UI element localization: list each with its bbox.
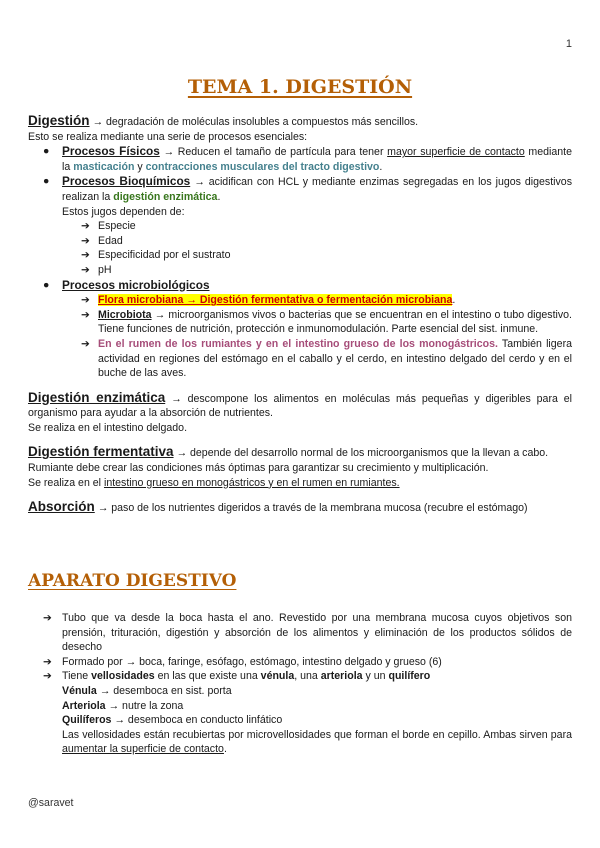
quiliferos-text: → desemboca en conducto linfático <box>111 714 283 727</box>
arrow-icon: ➔ <box>81 234 90 247</box>
jugos-dependen: Estos jugos dependen de: <box>62 205 185 218</box>
arrow-icon: ➔ <box>43 612 52 624</box>
main-content <box>28 114 572 516</box>
venula-line <box>62 684 572 699</box>
vellosidades-line <box>62 728 572 757</box>
enzimatica-text: → descompone los alimentos en moléculas más pequeñas y digeribles para el organismo para ayudar a la absorción de nutrientes. <box>28 392 572 420</box>
rumen-highlight: En el rumen de los rumiantes y en el intestino grueso de los monogástricos. <box>98 337 498 350</box>
list-item <box>43 144 572 174</box>
vellosidades-term: vellosidades <box>91 670 155 683</box>
arrow-icon: ➔ <box>81 220 90 233</box>
process-list <box>28 144 572 381</box>
bioquimicos-heading: Procesos Bioquímicos <box>62 174 191 189</box>
flora-highlight: Flora microbiana → Digestión fermentativa o fermentación microbiana <box>98 294 453 307</box>
fisicos-text: → Reducen el tamaño de partícula para tener <box>159 146 388 159</box>
masticacion-highlight: masticación <box>73 160 135 173</box>
list-item <box>43 611 572 655</box>
jugo-item: pH <box>98 263 112 276</box>
microbiota-text: → microorganismos vivos o bacterias que se encuentran en el intestino o tubo digestivo. Tiene funciones de nutrición, protección e inmunomodulación. Parte esencial del sist. inmune. <box>98 308 572 336</box>
aparato-item-text: Formado por → boca, faringe, esófago, estómago, intestino delgado y grueso (6) <box>62 655 442 668</box>
absorcion-text: → paso de los nutrientes digeridos a través de la membrana mucosa (recubre el estómago) <box>94 502 528 515</box>
fermentativa-line2: Rumiante debe crear las condiciones más óptimas para garantizar su crecimiento y multiplicación. <box>28 462 489 475</box>
aparato-item-text: Tubo que va desde la boca hasta el ano. Revestido por una membrana mucosa cuyos objetivos son prensión, trituración, digestión y absorción de los alimentos y eliminación de los productos sólidos de desecho <box>62 612 572 654</box>
jugo-item: Especificidad por el sustrato <box>98 249 231 262</box>
flora-end: . <box>452 294 456 307</box>
enzimatica-highlight: digestión enzimática <box>113 190 218 203</box>
list-item <box>81 337 572 381</box>
list-item <box>81 234 572 249</box>
venula-heading: Vénula <box>62 684 97 697</box>
fisicos-text-4: . <box>379 160 383 173</box>
arrow-icon: ➔ <box>81 294 90 307</box>
digestion-def-text: → degradación de moléculas insolubles a compuestos más sencillos. <box>89 116 419 128</box>
digestion-definition <box>28 114 572 130</box>
quiliferos-heading: Quilíferos <box>62 714 112 727</box>
absorcion-section <box>28 500 572 516</box>
list-item <box>81 308 572 337</box>
list-item <box>43 655 572 670</box>
venula-text: → desemboca en sist. porta <box>96 684 232 697</box>
contracciones-highlight: contracciones musculares del tracto digestivo <box>145 160 380 173</box>
vellosidades-underlined: aumentar la superficie de contacto <box>62 743 224 756</box>
bioquimicos-text: → acidifican con HCL y mediante enzimas segregadas en los jugos digestivos realizan la <box>62 176 572 203</box>
arrow-icon: ➔ <box>81 337 90 350</box>
arteriola-line <box>62 699 572 714</box>
footer-author: @saravet <box>28 797 74 809</box>
quilifero-term: quilífero <box>388 670 431 683</box>
vellosidades-end: . <box>223 743 227 756</box>
bullet-icon: ● <box>43 145 50 158</box>
fermentativa-heading: Digestión fermentativa <box>28 444 174 460</box>
list-item <box>43 669 572 757</box>
fisicos-text-3: y <box>134 160 146 173</box>
aparato-content <box>28 611 572 757</box>
fisicos-text-2: mediante la <box>62 146 572 173</box>
list-item <box>43 277 572 381</box>
aparato-item-text: en las que existe una <box>154 670 261 683</box>
arrow-icon: ➔ <box>81 263 90 276</box>
fisicos-underlined: mayor superficie de contacto <box>387 146 525 159</box>
aparato-item-text: Tiene <box>62 670 92 683</box>
absorcion-heading: Absorción <box>28 499 95 515</box>
arrow-icon: ➔ <box>81 249 90 262</box>
list-item <box>81 293 572 308</box>
fermentativa-where-underlined: intestino grueso en monogástricos y en el rumen en rumiantes. <box>103 476 400 489</box>
list-item <box>81 263 572 278</box>
arteriola-heading: Arteriola <box>62 699 106 712</box>
enzimatica-where: Se realiza en el intestino delgado. <box>28 421 188 434</box>
page-number: 1 <box>565 38 572 50</box>
enzimatica-section <box>28 391 572 421</box>
fermentativa-text: → depende del desarrollo normal de los microorganismos que la llevan a cabo. <box>173 447 549 460</box>
aparato-list <box>28 611 572 757</box>
arrow-icon: ➔ <box>81 308 90 321</box>
arteriola-term: arteriola <box>320 670 363 683</box>
rumen-text: También ligera actividad en regiones del estómago en el caballo y el cerdo, en intestino delgado del cerdo y en el buche de las aves. <box>98 337 572 380</box>
micro-list <box>62 293 572 381</box>
venula-term: vénula <box>260 670 295 683</box>
digestion-heading: Digestión <box>28 113 90 128</box>
list-item <box>81 219 572 234</box>
fisicos-heading: Procesos Físicos <box>62 144 160 159</box>
bullet-icon: ● <box>43 175 50 188</box>
jugo-item: Especie <box>98 220 136 233</box>
arrow-icon: ➔ <box>43 670 52 683</box>
section-title-aparato: APARATO DIGESTIVO <box>28 571 237 591</box>
list-item <box>81 248 572 263</box>
arrow-icon: ➔ <box>43 655 52 668</box>
separator-text: y un <box>362 670 389 683</box>
fermentativa-where <box>28 476 572 491</box>
jugos-list <box>62 219 572 277</box>
fermentativa-section <box>28 445 572 461</box>
bioquimicos-text-2: . <box>217 190 221 203</box>
digestion-intro: Esto se realiza mediante una serie de procesos esenciales: <box>28 130 308 143</box>
arteriola-text: → nutre la zona <box>105 699 184 712</box>
enzimatica-heading: Digestión enzimática <box>28 389 166 405</box>
bullet-icon: ● <box>43 278 50 291</box>
micro-heading: Procesos microbiológicos <box>62 277 210 292</box>
microbiota-heading: Microbiota <box>98 308 152 321</box>
page-title: TEMA 1. DIGESTIÓN <box>187 76 413 98</box>
fermentativa-where-pre: Se realiza en el <box>28 476 104 489</box>
separator-text: , una <box>294 670 321 683</box>
quiliferos-line <box>62 713 572 728</box>
jugo-item: Edad <box>98 234 123 247</box>
list-item <box>43 174 572 277</box>
vellosidades-text: Las vellosidades están recubiertas por microvellosidades que forman el borde en cepillo. Ambas sirven para <box>62 728 572 741</box>
